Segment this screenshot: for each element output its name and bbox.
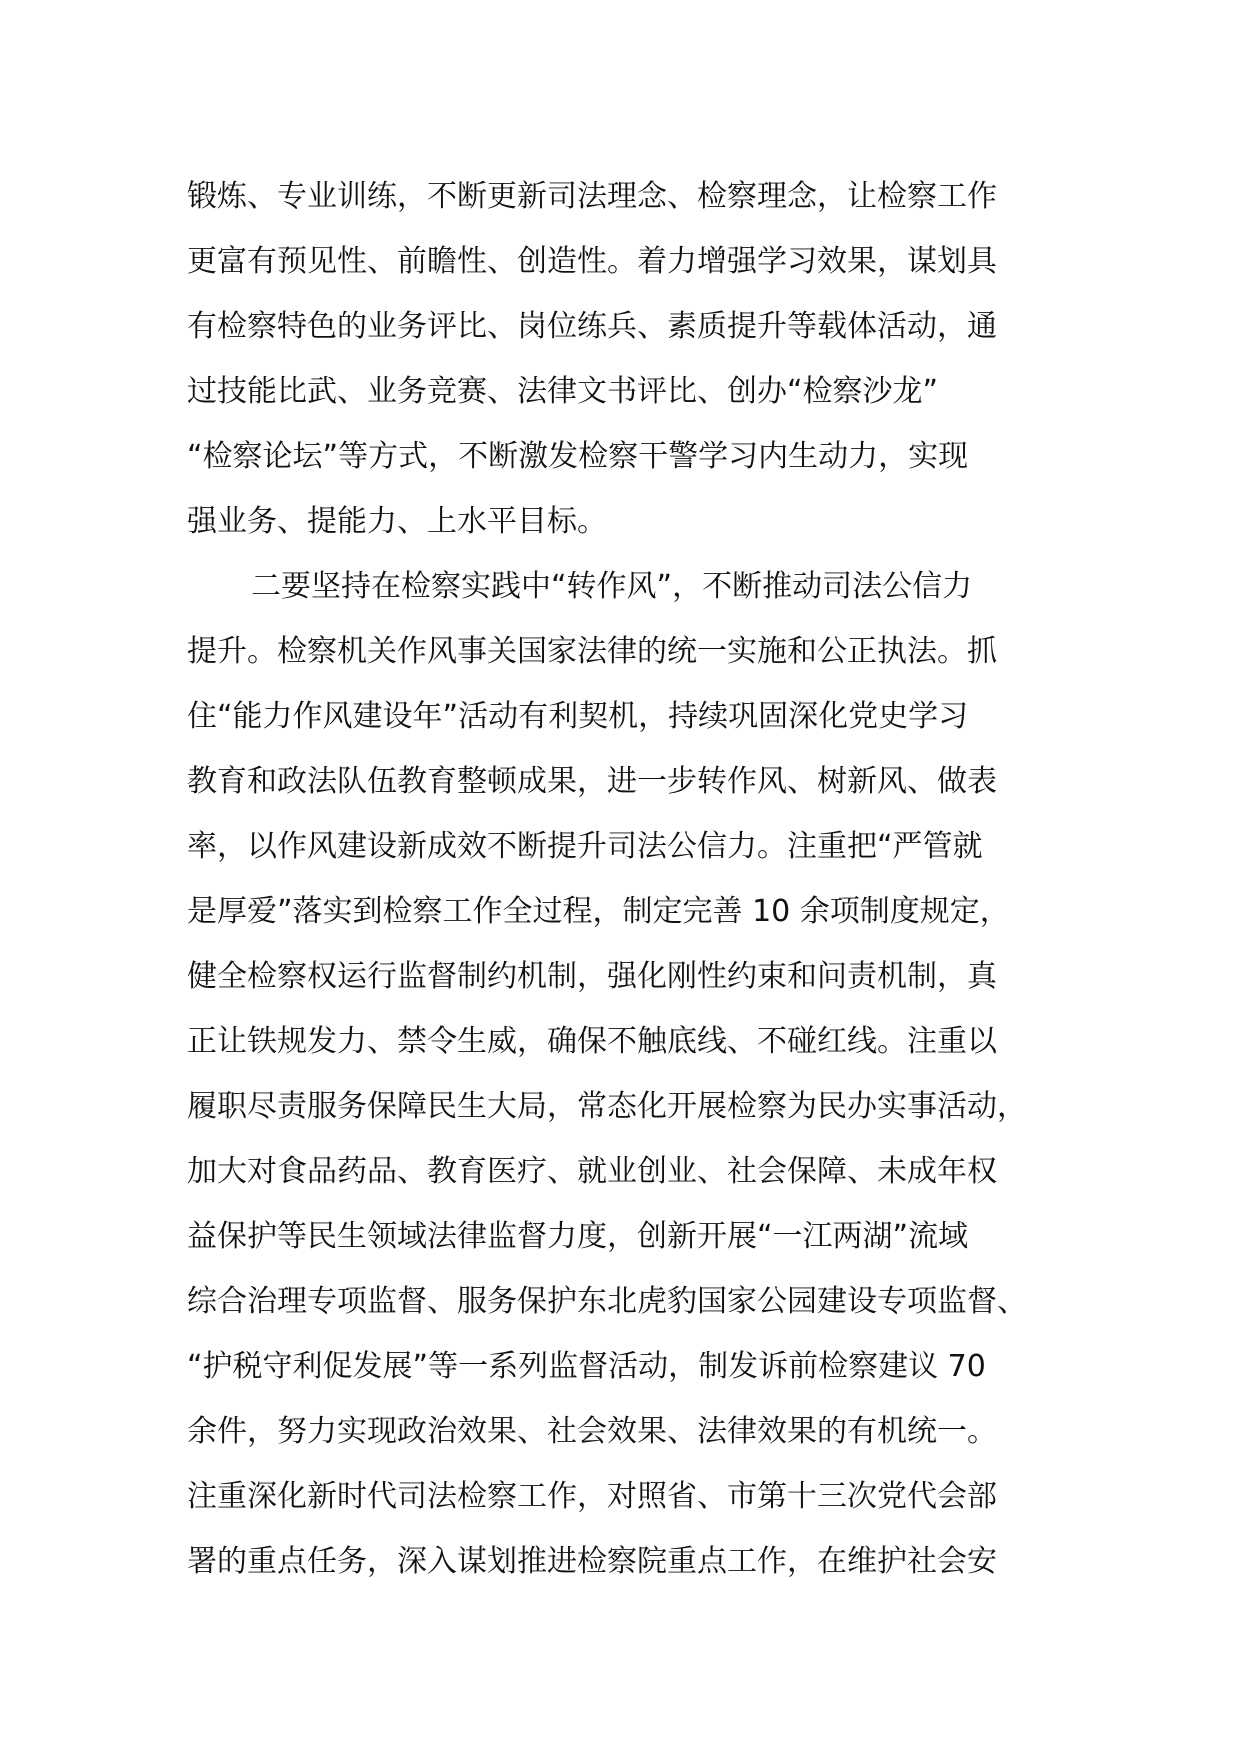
text-line-18: 综合治理专项监督、服务保护东北虎豹国家公园建设专项监督、	[187, 1284, 1027, 1319]
text-line-15: 履职尽责服务保障民生大局，常态化开展检察为民办实事活动，	[187, 1089, 1027, 1124]
paragraph-start-line: 二要坚持在检察实践中“转作风”，不断推动司法公信力	[251, 569, 973, 604]
text-line-19: “护税守利促发展”等一系列监督活动，制发诉前检察建议 70	[187, 1349, 986, 1384]
text-line-6: 强业务、提能力、上水平目标。	[187, 504, 607, 539]
text-line-16: 加大对食品药品、教育医疗、就业创业、社会保障、未成年权	[187, 1154, 997, 1189]
text-line-9: 住“能力作风建设年”活动有利契机，持续巩固深化党史学习	[187, 699, 969, 734]
text-line-3: 有检察特色的业务评比、岗位练兵、素质提升等载体活动，通	[187, 309, 997, 344]
text-line-20: 余件，努力实现政治效果、社会效果、法律效果的有机统一。	[187, 1414, 997, 1449]
text-line-13: 健全检察权运行监督制约机制，强化刚性约束和问责机制，真	[187, 959, 997, 994]
text-line-5: “检察论坛”等方式，不断激发检察干警学习内生动力，实现	[187, 439, 969, 474]
text-line-14: 正让铁规发力、禁令生威，确保不触底线、不碰红线。注重以	[187, 1024, 997, 1059]
text-line-4: 过技能比武、业务竞赛、法律文书评比、创办“检察沙龙”	[187, 374, 939, 409]
text-line-2: 更富有预见性、前瞻性、创造性。着力增强学习效果，谋划具	[187, 244, 997, 279]
text-line-11: 率，以作风建设新成效不断提升司法公信力。注重把“严管就	[187, 829, 983, 864]
text-line-21: 注重深化新时代司法检察工作，对照省、市第十三次党代会部	[187, 1479, 997, 1514]
text-line-8: 提升。检察机关作风事关国家法律的统一实施和公正执法。抓	[187, 634, 997, 669]
text-line-1: 锻炼、专业训练，不断更新司法理念、检察理念，让检察工作	[187, 179, 997, 214]
text-line-10: 教育和政法队伍教育整顿成果，进一步转作风、树新风、做表	[187, 764, 997, 799]
text-line-22: 署的重点任务，深入谋划推进检察院重点工作，在维护社会安	[187, 1544, 997, 1579]
text-line-12: 是厚爱”落实到检察工作全过程，制定完善 10 余项制度规定，	[187, 894, 1010, 929]
text-line-17: 益保护等民生领域法律监督力度，创新开展“一江两湖”流域	[187, 1219, 969, 1254]
